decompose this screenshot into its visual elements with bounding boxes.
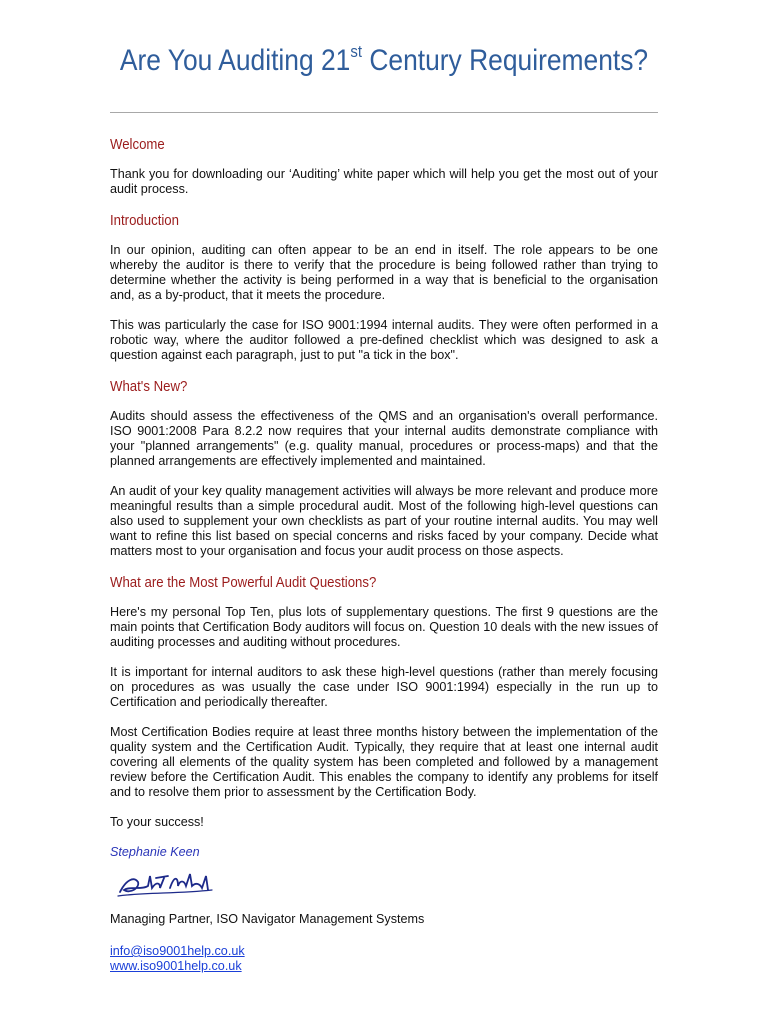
- signature-role: Managing Partner, ISO Navigator Management Systems: [110, 912, 425, 926]
- introduction-heading: Introduction: [110, 212, 179, 229]
- welcome-heading: Welcome: [110, 136, 165, 153]
- welcome-paragraph: Thank you for downloading our ‘Auditing’ white paper which will help you get the most out of your audit process.: [110, 167, 658, 196]
- closing-line: To your success!: [110, 815, 204, 829]
- title-superscript: st: [350, 42, 362, 61]
- whats-new-paragraph-1: Audits should assess the effectiveness of the QMS and an organisation's overall performance. ISO 9001:2008 Para 8.2.2 now requires that your internal audits demonstrate compliance with your "planned arrangements" (e.g. quality manual, procedures or process-maps) and that the planned arrangements are effectively implemented and maintained.: [110, 409, 658, 468]
- title-main: Are You Auditing 21: [119, 44, 351, 77]
- signature-name: Stephanie Keen: [110, 845, 200, 859]
- introduction-paragraph-1: In our opinion, auditing can often appear to be an end in itself. The role appears to be one whereby the auditor is there to verify that the procedure is being followed rather than trying to determine whether the activity is being performed in a way that is beneficial to the organisation and, as a by-product, that it meets the procedure.: [110, 243, 658, 302]
- email-link[interactable]: info@iso9001help.co.uk: [110, 944, 245, 958]
- document-body: [110, 136, 658, 974]
- title-rest: Century Requirements?: [361, 44, 649, 77]
- powerful-questions-paragraph-1: Here's my personal Top Ten, plus lots of supplementary questions. The first 9 questions are the main points that Certification Body auditors will focus on. Question 10 deals with the new issues of auditing processes and auditing without procedures.: [110, 605, 658, 649]
- powerful-questions-paragraph-3: Most Certification Bodies require at least three months history between the implementation of the quality system and the Certification Audit. Typically, they require that at least one internal audit covering all elements of the quality system has been completed and followed by a management review before the Certification Audit. This enables the company to identify any problems for itself and to resolve them prior to assessment by the Certification Body.: [110, 725, 658, 799]
- whats-new-paragraph-2: An audit of your key quality management activities will always be more relevant and produce more meaningful results than a simple procedural audit. Most of the following high-level questions can also used to supplement your own checklists as part of your routine internal audits. You may well want to refine this list based on special concerns and risks faced by your company. Decide what matters most to your organisation and focus your audit process on those aspects.: [110, 484, 658, 558]
- title-divider: [110, 112, 658, 113]
- website-link[interactable]: www.iso9001help.co.uk: [110, 959, 242, 973]
- page-title: [46, 42, 722, 78]
- introduction-paragraph-2: This was particularly the case for ISO 9001:1994 internal audits. They were often performed in a robotic way, where the auditor followed a pre-defined checklist which was designed to ask a question against each paragraph, just to put "a tick in the box".: [110, 318, 658, 362]
- whats-new-heading: What's New?: [110, 378, 188, 395]
- powerful-questions-heading: What are the Most Powerful Audit Questions?: [110, 574, 377, 591]
- powerful-questions-paragraph-2: It is important for internal auditors to ask these high-level questions (rather than merely focusing on procedures as was usually the case under ISO 9001:1994) especially in the run up to Certification and periodically thereafter.: [110, 665, 658, 709]
- handwritten-signature: [116, 868, 216, 900]
